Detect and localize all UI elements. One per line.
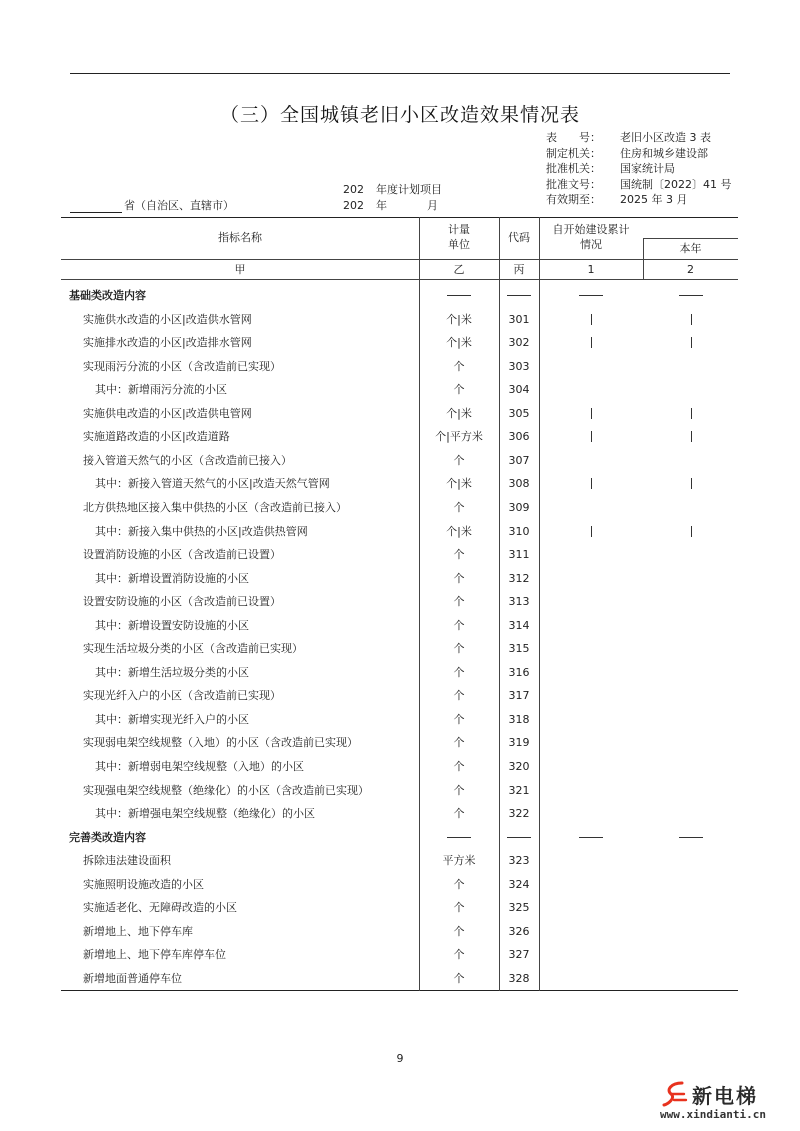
- row-code: 303: [508, 359, 530, 373]
- row-code: 310: [508, 524, 530, 538]
- row-name: 其中：新增设置消防设施的小区: [95, 571, 249, 585]
- row-unit: 个|米: [446, 406, 472, 420]
- col-header-unit-2: 单位: [448, 238, 470, 251]
- col-header-unit-1: 计量: [448, 223, 470, 236]
- split-value-bar: [591, 431, 592, 442]
- meta-key: 有效期至：: [546, 193, 601, 206]
- meta-row: [546, 130, 732, 146]
- row-name: 其中：新接入集中供热的小区|改造供热管网: [95, 524, 308, 538]
- row-code: 308: [508, 477, 530, 491]
- letter-cell-name: 甲: [234, 263, 246, 276]
- meta-key: 制定机关：: [546, 146, 601, 160]
- row-name: 实现弱电架空线规整（入地）的小区（含改造前已实现）: [83, 736, 358, 750]
- row-code: 328: [508, 971, 530, 985]
- row-name: 基础类改造内容: [69, 289, 146, 302]
- row-code: 323: [508, 854, 530, 868]
- period-line: [343, 197, 438, 213]
- letter-cell-col1: 1: [587, 263, 595, 276]
- row-code: 306: [508, 430, 530, 444]
- row-code: 307: [508, 453, 530, 467]
- elevator-logo-icon: [662, 1080, 690, 1108]
- row-name: 实现雨污分流的小区（含改造前已实现）: [83, 359, 281, 373]
- row-code: 309: [508, 500, 530, 514]
- row-unit: 个: [453, 642, 465, 656]
- not-applicable-dash: [679, 295, 703, 296]
- row-unit: 个: [453, 548, 465, 562]
- form-meta: [546, 130, 732, 208]
- split-value-bar: [591, 337, 592, 348]
- row-unit: 个: [453, 783, 465, 797]
- row-code: 301: [508, 312, 530, 326]
- row-unit: 个: [453, 971, 465, 985]
- indicator-table: [61, 217, 738, 991]
- row-code: 326: [508, 924, 530, 938]
- col-header-cumulative-2: 情况: [580, 238, 602, 251]
- row-name: 实施排水改造的小区|改造排水管网: [83, 336, 252, 350]
- row-code: 324: [508, 877, 530, 891]
- row-name: 其中：新增强电架空线规整（绝缘化）的小区: [95, 807, 315, 821]
- meta-key: 批准机关：: [546, 162, 601, 175]
- row-name: 设置消防设施的小区（含改造前已设置）: [83, 548, 281, 562]
- row-name: 新增地面普通停车位: [83, 971, 182, 985]
- meta-value: 国家统计局: [620, 162, 675, 175]
- meta-value: 2025 年 3 月: [620, 193, 688, 206]
- row-name: 其中：新接入管道天然气的小区|改造天然气管网: [95, 477, 330, 491]
- row-code: 313: [508, 595, 530, 609]
- row-unit: 个: [453, 383, 465, 397]
- split-value-bar: [591, 314, 592, 325]
- col-divider-code: [539, 217, 540, 991]
- row-name: 接入管道天然气的小区（含改造前已接入）: [83, 453, 292, 467]
- period-year-prefix: 202: [343, 199, 364, 212]
- not-applicable-dash: [447, 837, 471, 838]
- row-name: 其中：新增雨污分流的小区: [95, 383, 227, 397]
- col-header-code: 代码: [508, 231, 530, 244]
- not-applicable-dash: [447, 295, 471, 296]
- split-value-bar: [691, 314, 692, 325]
- split-value-bar: [691, 408, 692, 419]
- province-label: 省（自治区、直辖市）: [124, 199, 234, 212]
- row-name: 实现光纤入户的小区（含改造前已实现）: [83, 689, 281, 703]
- row-unit: 个: [453, 595, 465, 609]
- row-unit: 个: [453, 453, 465, 467]
- row-unit: 个: [453, 924, 465, 938]
- col-header-current-year: 本年: [679, 242, 702, 255]
- row-name: 实施适老化、无障碍改造的小区: [83, 901, 237, 915]
- row-code: 325: [508, 901, 530, 915]
- split-value-bar: [591, 526, 592, 537]
- not-applicable-dash: [579, 837, 603, 838]
- row-name: 完善类改造内容: [69, 830, 146, 844]
- row-name: 新增地上、地下停车库停车位: [83, 948, 226, 962]
- row-code: 312: [508, 571, 530, 585]
- split-value-bar: [691, 526, 692, 537]
- split-value-bar: [691, 431, 692, 442]
- row-code: 321: [508, 783, 530, 797]
- letter-cell-col2: 2: [687, 263, 694, 276]
- row-name: 实施供电改造的小区|改造供电管网: [83, 406, 252, 420]
- row-unit: 个: [453, 359, 465, 373]
- row-code: 316: [508, 665, 530, 679]
- letter-cell-unit: 乙: [453, 263, 465, 276]
- split-value-bar: [691, 337, 692, 348]
- col-header-name: 指标名称: [218, 231, 262, 244]
- row-name: 实施供水改造的小区|改造供水管网: [83, 312, 252, 326]
- row-name: 实施照明设施改造的小区: [83, 877, 204, 891]
- row-name: 其中：新增弱电架空线规整（入地）的小区: [95, 760, 304, 773]
- meta-row: [546, 146, 732, 162]
- meta-key: 表 号：: [546, 131, 601, 144]
- row-unit: 个: [453, 736, 465, 750]
- row-unit: 个: [453, 877, 465, 891]
- meta-value: 住房和城乡建设部: [620, 146, 708, 160]
- row-code: 302: [508, 336, 530, 350]
- header-rule: [61, 259, 738, 260]
- row-unit: 个|米: [446, 477, 472, 491]
- not-applicable-dash: [579, 295, 603, 296]
- plan-line: [343, 181, 442, 197]
- meta-value: 老旧小区改造 3 表: [620, 131, 711, 144]
- row-name: 新增地上、地下停车库: [83, 924, 193, 938]
- row-name: 实施道路改造的小区|改造道路: [83, 430, 230, 444]
- province-blank[interactable]: [70, 201, 122, 213]
- row-name: 北方供热地区接入集中供热的小区（含改造前已接入）: [83, 500, 347, 514]
- row-name: 其中：新增生活垃圾分类的小区: [95, 665, 249, 679]
- period-year: 年: [376, 199, 387, 212]
- col-header-cumulative-1: 自开始建设累计: [552, 223, 630, 236]
- watermark-url: www.xindianti.cn: [660, 1108, 766, 1121]
- row-code: 318: [508, 712, 530, 726]
- row-unit: 个|平方米: [435, 430, 483, 444]
- split-value-bar: [691, 478, 692, 489]
- row-code: 322: [508, 807, 530, 821]
- split-value-bar: [591, 478, 592, 489]
- period-month: 月: [427, 199, 438, 212]
- plan-year-prefix: 202: [343, 183, 364, 196]
- row-code: 304: [508, 383, 530, 397]
- row-unit: 个: [453, 571, 465, 585]
- table-bottom-rule: [61, 990, 738, 991]
- watermark: [660, 1078, 795, 1126]
- row-unit: 个: [453, 807, 465, 821]
- not-applicable-dash: [679, 837, 703, 838]
- not-applicable-dash: [507, 295, 531, 296]
- province-line: [70, 197, 234, 213]
- split-value-bar: [591, 408, 592, 419]
- subheader-rule: [643, 238, 738, 239]
- row-code: 327: [508, 948, 530, 962]
- meta-key: 批准文号：: [546, 177, 601, 191]
- row-name: 实现生活垃圾分类的小区（含改造前已实现）: [83, 642, 303, 656]
- meta-value: 国统制〔2022〕41 号: [620, 177, 732, 191]
- meta-row: [546, 161, 732, 177]
- letter-rule: [61, 279, 738, 280]
- row-unit: 个: [453, 500, 465, 514]
- watermark-name: 新电梯: [692, 1084, 758, 1108]
- row-unit: 个: [453, 948, 465, 962]
- row-unit: 个|米: [446, 312, 472, 326]
- row-unit: 个: [453, 618, 465, 632]
- meta-row: [546, 192, 732, 208]
- row-unit: 个: [453, 712, 465, 726]
- row-name: 拆除违法建设面积: [83, 854, 171, 868]
- row-code: 314: [508, 618, 530, 632]
- row-name: 其中：新增设置安防设施的小区: [95, 618, 249, 632]
- row-unit: 个: [453, 760, 465, 773]
- row-code: 319: [508, 736, 530, 750]
- page-number: 9: [396, 1052, 404, 1065]
- row-code: 311: [508, 548, 530, 562]
- meta-row: [546, 177, 732, 193]
- plan-label: 年度计划项目: [376, 183, 442, 196]
- row-unit: 个|米: [446, 524, 472, 538]
- row-name: 实现强电架空线规整（绝缘化）的小区（含改造前已实现）: [83, 783, 369, 797]
- row-name: 其中：新增实现光纤入户的小区: [95, 712, 249, 726]
- letter-cell-code: 丙: [513, 263, 525, 276]
- row-code: 320: [508, 760, 530, 773]
- row-unit: 平方米: [442, 854, 476, 868]
- top-rule: [70, 73, 730, 74]
- row-name: 设置安防设施的小区（含改造前已设置）: [83, 595, 281, 609]
- page-title: （三）全国城镇老旧小区改造效果情况表: [219, 104, 580, 126]
- row-code: 305: [508, 406, 530, 420]
- row-unit: 个: [453, 901, 465, 915]
- row-unit: 个: [453, 665, 465, 679]
- row-code: 315: [508, 642, 530, 656]
- row-code: 317: [508, 689, 530, 703]
- not-applicable-dash: [507, 837, 531, 838]
- row-unit: 个: [453, 689, 465, 703]
- row-unit: 个|米: [446, 336, 472, 350]
- table-top-rule: [61, 217, 738, 218]
